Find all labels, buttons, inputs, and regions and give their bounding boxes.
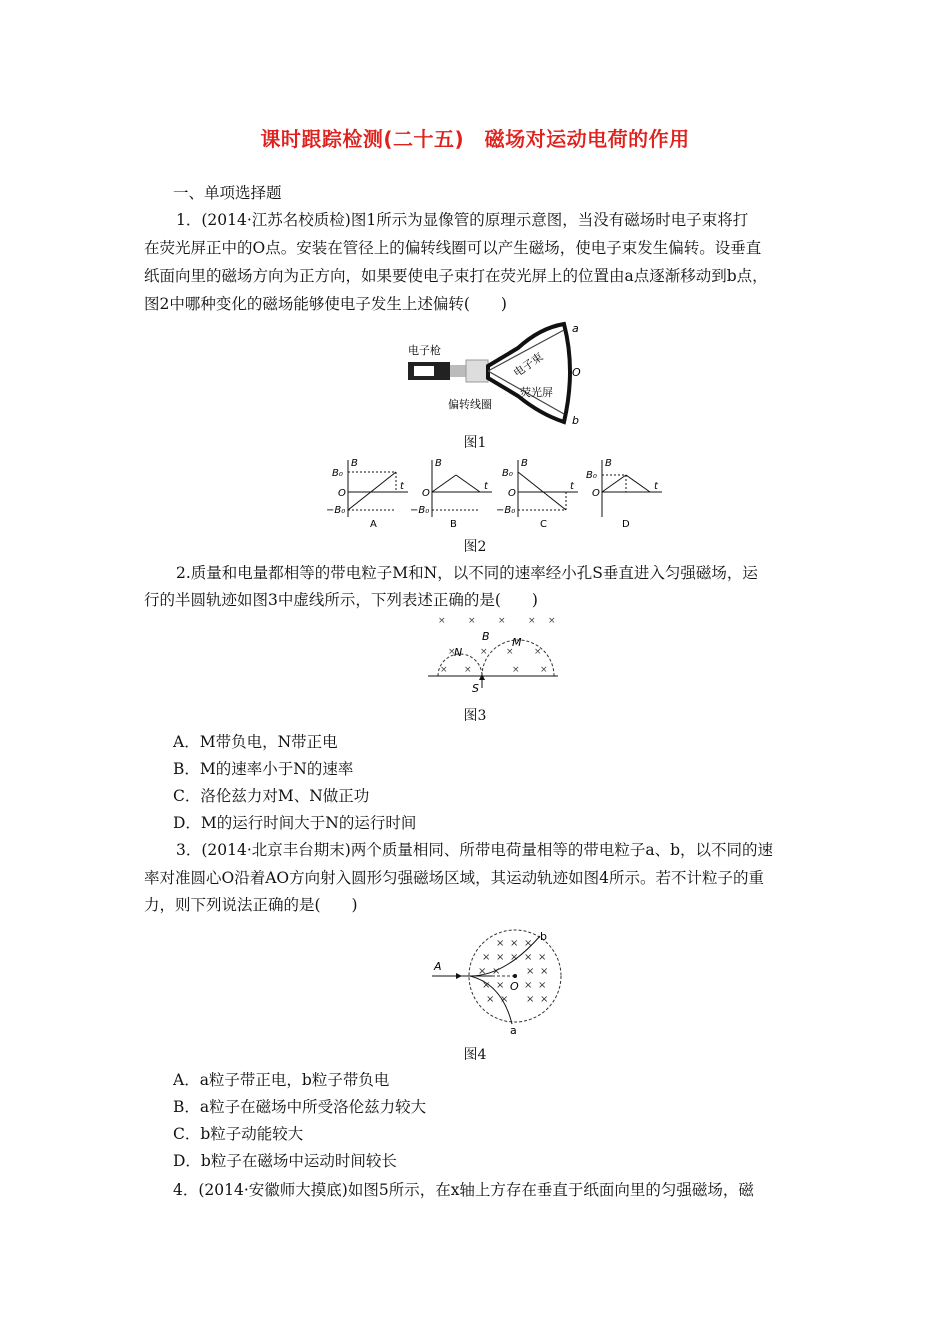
fig1-label-beam: 电子束 [511, 350, 546, 380]
q1-line-4: 图2中哪种变化的磁场能够使电子发生上述偏转( ) [144, 295, 507, 313]
q3-line-2: 率对准圆心O沿着AO方向射入圆形匀强磁场区域，其运动轨迹如图4所示。若不计粒子的重 [144, 869, 764, 887]
graph-d-B0: B₀ [586, 470, 597, 481]
fig4-field-crosses [478, 938, 548, 1005]
q2-option-b: B．M的速率小于N的速率 [173, 760, 354, 778]
graph-a [326, 458, 408, 530]
svg-text:×: × [498, 616, 506, 626]
svg-text:×: × [448, 647, 456, 657]
svg-text:×: × [468, 616, 476, 626]
fig3-label-S: S [472, 682, 479, 694]
graph-a-label: A [370, 519, 377, 530]
svg-text:×: × [538, 980, 547, 991]
graph-a-O: O [338, 488, 346, 499]
q2-line-1: 2.质量和电量都相等的带电粒子M和N，以不同的速率经小孔S垂直进入匀强磁场，运 [176, 564, 758, 582]
svg-text:×: × [510, 952, 519, 963]
q3-option-c: C．b粒子动能较大 [173, 1125, 304, 1143]
graph-c [496, 458, 578, 530]
fig3-arrow-head [479, 674, 485, 680]
figure-2-graphs [320, 455, 680, 530]
deflection-coil-shape [466, 360, 488, 382]
svg-text:×: × [510, 938, 519, 949]
graph-a-negB0: −B₀ [326, 505, 346, 516]
electron-gun-window [414, 366, 434, 376]
fig1-label-o: O [572, 366, 581, 379]
svg-text:×: × [524, 938, 533, 949]
fig3-label-B: B [482, 630, 490, 643]
svg-text:×: × [464, 665, 472, 675]
q1-line-2: 在荧光屏正中的O点。安装在管径上的偏转线圈可以产生磁场，使电子束发生偏转。设垂直 [144, 239, 762, 257]
graph-d-B: B [605, 458, 612, 469]
q4-line-1: 4．(2014·安徽师大摸底)如图5所示，在x轴上方存在垂直于纸面向里的匀强磁场，磁 [173, 1181, 754, 1199]
section-heading: 一、单项选择题 [173, 184, 282, 202]
graph-b-t: t [484, 481, 488, 492]
fig4-label-A: A [434, 960, 442, 973]
fig1-label-gun: 电子枪 [408, 344, 441, 357]
fig2-caption: 图2 [463, 539, 487, 555]
fig3-label-N: N [454, 646, 463, 659]
svg-text:×: × [482, 980, 491, 991]
svg-text:×: × [478, 966, 487, 977]
svg-text:×: × [540, 966, 549, 977]
q1-line-3: 纸面向里的磁场方向为正方向，如果要使电子束打在荧光屏上的位置由a点逐渐移动到b点， [144, 267, 768, 285]
q2-option-d: D．M的运行时间大于N的运行时间 [173, 814, 417, 832]
q2-option-a: A．M带负电，N带正电 [173, 733, 338, 751]
svg-text:×: × [492, 966, 501, 977]
svg-text:×: × [496, 980, 505, 991]
graph-a-t: t [400, 481, 404, 492]
graph-c-negB0: −B₀ [496, 505, 516, 516]
graph-b-label: B [450, 519, 457, 530]
svg-text:×: × [506, 647, 514, 657]
svg-text:×: × [440, 665, 448, 675]
graph-d-O: O [592, 488, 600, 499]
svg-text:×: × [480, 647, 488, 657]
svg-text:×: × [540, 665, 548, 675]
crt-tube-outline [488, 324, 570, 422]
figure-4-circular-field [430, 924, 565, 1036]
figure-3-semicircles [428, 612, 563, 694]
svg-text:×: × [528, 616, 536, 626]
fig1-label-coil: 偏转线圈 [448, 398, 492, 411]
q2-line-2: 行的半圆轨迹如图3中虚线所示，下列表述正确的是( ) [144, 591, 538, 609]
graph-b [410, 458, 492, 530]
svg-text:×: × [524, 980, 533, 991]
q3-option-d: D．b粒子在磁场中运动时间较长 [173, 1152, 397, 1170]
fig1-label-b: b [572, 414, 579, 427]
fig1-label-a: a [572, 322, 579, 335]
graph-a-B0: B₀ [332, 468, 343, 479]
fig1-caption: 图1 [463, 435, 487, 451]
svg-text:×: × [524, 952, 533, 963]
svg-text:×: × [482, 952, 491, 963]
q3-line-1: 3．(2014·北京丰台期末)两个质量相同、所带电荷量相等的带电粒子a、b，以不同的速 [176, 841, 773, 859]
graph-b-B: B [435, 458, 442, 469]
graph-c-O: O [508, 488, 516, 499]
fig4-caption: 图4 [463, 1047, 487, 1063]
svg-text:×: × [486, 994, 495, 1005]
graph-d [586, 458, 662, 530]
svg-text:×: × [526, 966, 535, 977]
svg-text:×: × [538, 952, 547, 963]
fig3-caption: 图3 [463, 708, 487, 724]
graph-d-label: D [622, 519, 630, 530]
graph-b-negB0: −B₀ [410, 505, 430, 516]
fig4-arrow-head [456, 973, 462, 979]
svg-text:×: × [500, 994, 509, 1005]
graph-a-B: B [351, 458, 358, 469]
neck [450, 365, 468, 377]
svg-text:×: × [496, 952, 505, 963]
svg-text:×: × [540, 994, 549, 1005]
svg-text:×: × [438, 616, 446, 626]
fig4-label-O: O [510, 980, 519, 993]
svg-text:×: × [526, 994, 535, 1005]
graph-c-B: B [521, 458, 528, 469]
fig4-label-a: a [510, 1024, 517, 1036]
svg-text:×: × [496, 938, 505, 949]
fig4-center-dot [513, 974, 517, 978]
q3-line-3: 力，则下列说法正确的是( ) [144, 896, 358, 914]
fig4-label-b: b [540, 930, 547, 943]
q2-option-c: C．洛伦兹力对M、N做正功 [173, 787, 370, 805]
figure-1-crt-diagram [400, 318, 590, 428]
graph-c-label: C [540, 519, 547, 530]
q3-option-b: B．a粒子在磁场中所受洛伦兹力较大 [173, 1098, 427, 1116]
graph-b-O: O [422, 488, 430, 499]
graph-d-t: t [654, 481, 658, 492]
svg-text:×: × [548, 616, 556, 626]
graph-c-B0: B₀ [502, 468, 513, 479]
svg-text:×: × [512, 665, 520, 675]
page-title: 课时跟踪检测(二十五) 磁场对运动电荷的作用 [260, 127, 690, 151]
q1-line-1: 1．(2014·江苏名校质检)图1所示为显像管的原理示意图，当没有磁场时电子束将打 [176, 211, 749, 229]
q3-option-a: A．a粒子带正电，b粒子带负电 [173, 1071, 390, 1089]
fig1-label-screen: 荧光屏 [520, 386, 553, 399]
fig3-label-M: M [512, 636, 522, 649]
svg-text:×: × [534, 647, 542, 657]
graph-c-t: t [570, 481, 574, 492]
